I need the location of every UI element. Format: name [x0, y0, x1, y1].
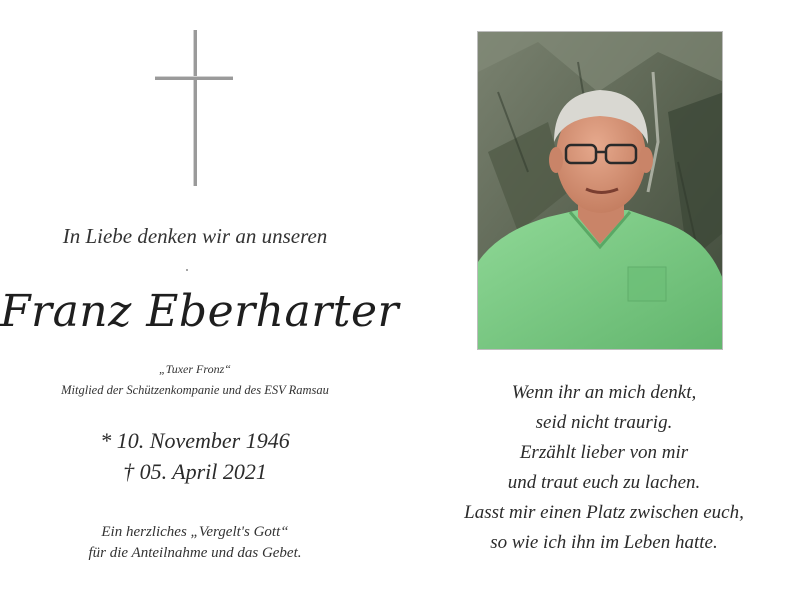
birth-date: * 10. November 1946	[100, 428, 290, 453]
death-date: † 05. April 2021	[123, 459, 267, 484]
life-dates	[0, 425, 390, 487]
nickname: „Tuxer Fronz“	[159, 362, 231, 376]
poem	[410, 378, 798, 558]
decorative-dot	[186, 269, 188, 271]
thanks-line: für die Anteilnahme und das Gebet.	[88, 545, 302, 561]
poem-line: Wenn ihr an mich denkt,	[511, 382, 697, 403]
poem-line: und traut euch zu lachen.	[507, 472, 701, 493]
deceased-name: Franz Eberharter	[0, 286, 400, 337]
poem-line: Lasst mir einen Platz zwischen euch,	[464, 502, 744, 523]
poem-line: Erzählt lieber von mir	[519, 442, 689, 463]
thanks-text	[0, 522, 390, 564]
portrait-photo	[477, 31, 723, 350]
thanks-line: Ein herzliches „Vergelt's Gott“	[101, 524, 289, 540]
intro-text: In Liebe denken wir an unseren	[62, 224, 328, 248]
poem-line: so wie ich ihn im Leben hatte.	[490, 532, 718, 553]
poem-line: seid nicht traurig.	[535, 412, 673, 433]
membership-line: Mitglied der Schützenkompanie und des ESV Ramsau	[61, 383, 329, 397]
cross-icon	[155, 30, 235, 190]
